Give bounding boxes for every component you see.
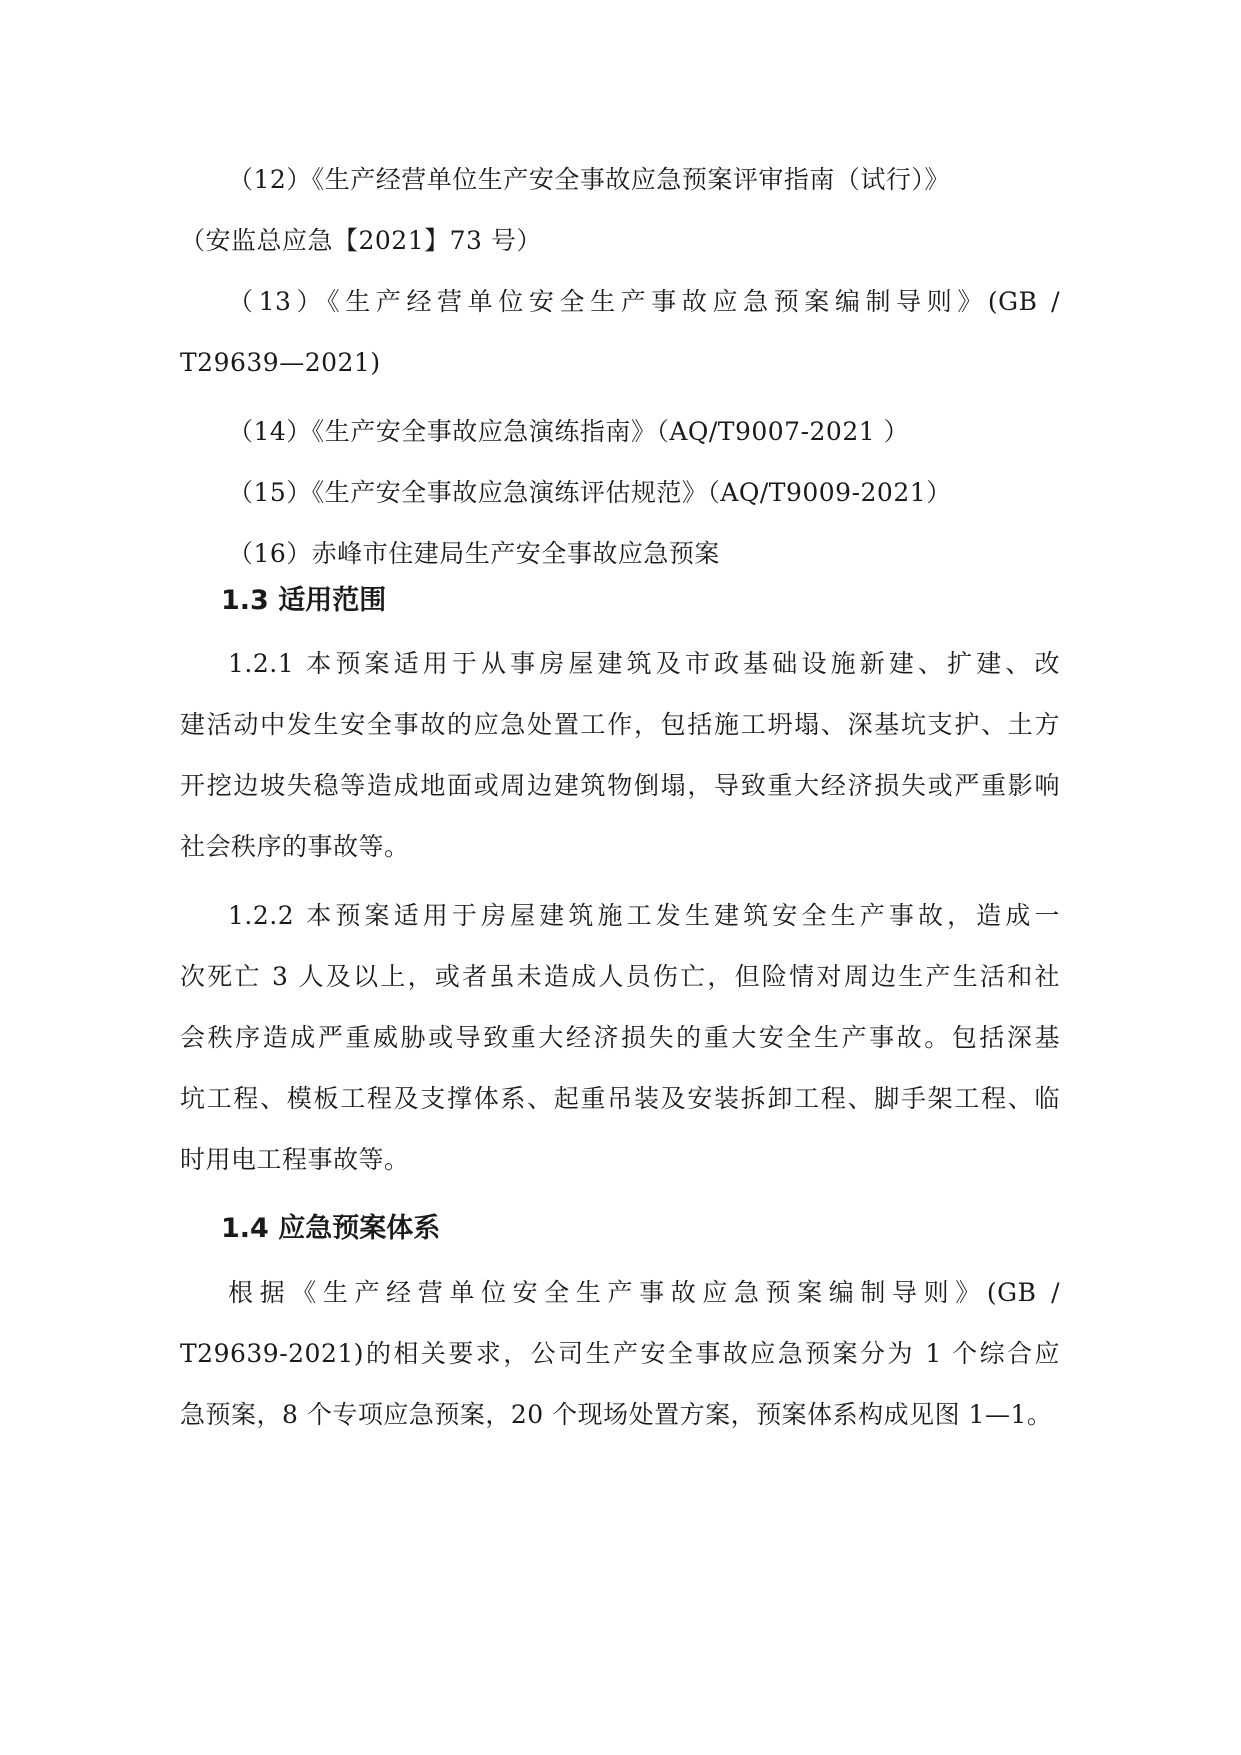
reference-item-14: （14）《生产安全事故应急演练指南》（AQ/T9007-2021 ）	[228, 417, 910, 446]
paragraph-1-4-line: 根据《生产经营单位安全生产事故应急预案编制导则》(GB /	[228, 1278, 1060, 1307]
paragraph-1-4-line: 急预案，8 个专项应急预案，20 个现场处置方案，预案体系构成见图 1—1。	[180, 1400, 1053, 1429]
reference-item-12: （12）《生产经营单位生产安全事故应急预案评审指南（试行）》	[228, 165, 950, 194]
section-heading-1-3: 1.3 适用范围	[221, 585, 387, 616]
paragraph-1-2-2-line: 时用电工程事故等。	[180, 1145, 410, 1174]
section-heading-1-4: 1.4 应急预案体系	[221, 1213, 441, 1244]
reference-item-13-continued: T29639—2021)	[180, 348, 381, 377]
reference-item-15: （15）《生产安全事故应急演练评估规范》（AQ/T9009-2021）	[228, 478, 952, 507]
reference-item-13: （13）《生产经营单位安全生产事故应急预案编制导则》(GB /	[228, 287, 1060, 316]
paragraph-1-2-1-line: 开挖边坡失稳等造成地面或周边建筑物倒塌，导致重大经济损失或严重影响	[180, 771, 1060, 800]
paragraph-1-2-2-line: 1.2.2 本预案适用于房屋建筑施工发生建筑安全生产事故，造成一	[228, 901, 1060, 930]
paragraph-1-2-2-line: 坑工程、模板工程及支撑体系、起重吊装及安装拆卸工程、脚手架工程、临	[180, 1084, 1060, 1113]
paragraph-1-2-2-line: 次死亡 3 人及以上，或者虽未造成人员伤亡，但险情对周边生产生活和社	[180, 962, 1060, 991]
paragraph-1-2-1-line: 1.2.1 本预案适用于从事房屋建筑及市政基础设施新建、扩建、改	[228, 649, 1060, 678]
reference-item-12-continued: （安监总应急【2021】73 号）	[180, 226, 542, 255]
paragraph-1-2-1-line: 社会秩序的事故等。	[180, 832, 410, 861]
paragraph-1-4-line: T29639-2021)的相关要求，公司生产安全事故应急预案分为 1 个综合应	[180, 1339, 1060, 1368]
paragraph-1-2-2-line: 会秩序造成严重威胁或导致重大经济损失的重大安全生产事故。包括深基	[180, 1023, 1060, 1052]
reference-item-16: （16）赤峰市住建局生产安全事故应急预案	[228, 539, 720, 568]
paragraph-1-2-1-line: 建活动中发生安全事故的应急处置工作，包括施工坍塌、深基坑支护、土方	[180, 710, 1060, 739]
